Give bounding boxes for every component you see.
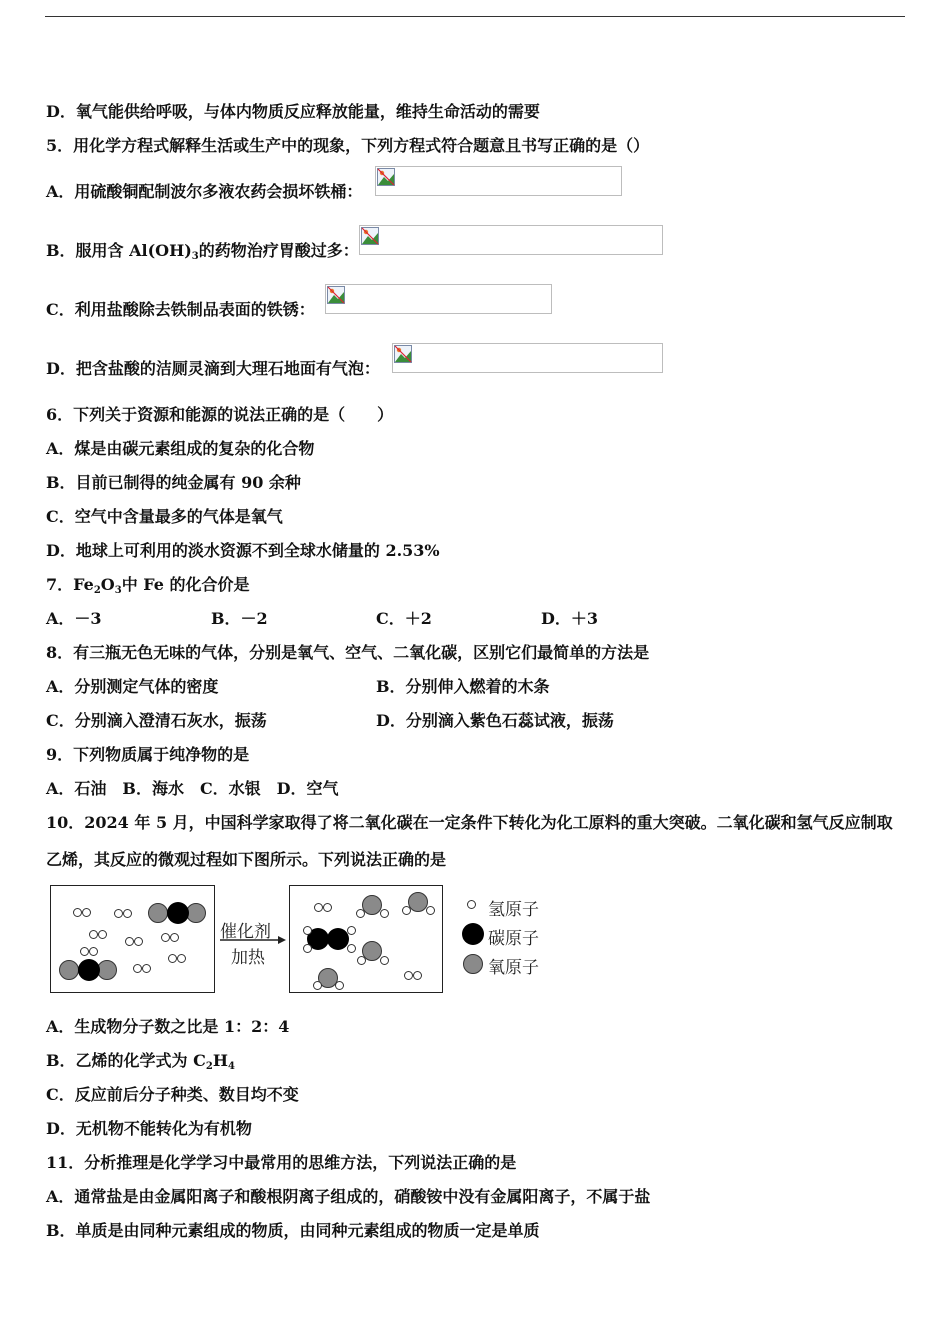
carbon-atom <box>167 902 189 924</box>
hydrogen-atom <box>168 954 177 963</box>
q11-option-b: B．单质是由同种元素组成的物质，由同种元素组成的物质一定是单质 <box>46 1221 540 1240</box>
q5d-image-placeholder <box>392 343 663 373</box>
broken-image-icon <box>377 168 395 186</box>
hydrogen-atom <box>323 903 332 912</box>
q10-stem-line2: 乙烯，其反应的微观过程如下图所示。下列说法正确的是 <box>46 850 447 869</box>
hydrogen-atom <box>314 903 323 912</box>
hydrogen-atom <box>380 909 389 918</box>
hydrogen-atom <box>142 964 151 973</box>
hydrogen-atom <box>114 909 123 918</box>
hydrogen-atom <box>177 954 186 963</box>
hydrogen-atom <box>161 933 170 942</box>
q6-stem: 6．下列关于资源和能源的说法正确的是（ ） <box>46 405 394 424</box>
q5c-image-placeholder <box>325 284 552 314</box>
hydrogen-atom <box>80 947 89 956</box>
q4-option-d: D．氧气能供给呼吸，与体内物质反应释放能量，维持生命活动的需要 <box>46 102 540 121</box>
q10-option-a: A．生成物分子数之比是 1：2：4 <box>46 1017 290 1036</box>
oxygen-atom <box>148 903 168 923</box>
hydrogen-atom <box>426 906 435 915</box>
hydrogen-atom <box>303 944 312 953</box>
q5a-image-placeholder <box>375 166 622 196</box>
legend-carbon-icon <box>462 923 484 945</box>
q8-option-a: A．分别测定气体的密度 <box>46 677 219 696</box>
q6-option-c: C．空气中含量最多的气体是氧气 <box>46 507 283 526</box>
legend-oxygen-label: 氧原子 <box>488 958 539 978</box>
q6-option-d: D．地球上可利用的淡水资源不到全球水储量的 2.53% <box>46 541 440 560</box>
q5-option-c: C．利用盐酸除去铁制品表面的铁锈： <box>46 300 315 319</box>
hydrogen-atom <box>170 933 179 942</box>
q10-stem-line1: 10．2024 年 5 月，中国科学家取得了将二氧化碳在一定条件下转化为化工原料的重大突破。二氧化碳和氢气反应制取 <box>46 813 893 832</box>
q10-option-c: C．反应前后分子种类、数目均不变 <box>46 1085 299 1104</box>
q5-stem: 5．用化学方程式解释生活或生产中的现象，下列方程式符合题意且书写正确的是（） <box>46 136 650 155</box>
top-rule <box>45 16 905 17</box>
broken-image-icon <box>361 227 379 245</box>
q7-option-c: C．＋2 <box>376 609 432 628</box>
q11-stem: 11．分析推理是化学学习中最常用的思维方法，下列说法正确的是 <box>46 1153 517 1172</box>
oxygen-atom <box>362 895 382 915</box>
q8-stem: 8．有三瓶无色无味的气体，分别是氧气、空气、二氧化碳，区别它们最简单的方法是 <box>46 643 650 662</box>
reactants-box <box>50 885 215 993</box>
hydrogen-atom <box>404 971 413 980</box>
hydrogen-atom <box>356 909 365 918</box>
arrow-label-heat: 加热 <box>231 948 265 968</box>
q5-option-d: D．把含盐酸的洁厕灵滴到大理石地面有气泡： <box>46 359 380 378</box>
q8-option-b: B．分别伸入燃着的木条 <box>376 677 550 696</box>
hydrogen-atom <box>380 956 389 965</box>
oxygen-atom <box>59 960 79 980</box>
q9-stem: 9．下列物质属于纯净物的是 <box>46 745 250 764</box>
hydrogen-atom <box>357 956 366 965</box>
hydrogen-atom <box>335 981 344 990</box>
broken-image-icon <box>327 286 345 304</box>
q7-stem: 7．$Fe_2O_3$中 Fe 的化合价是 <box>46 575 250 596</box>
q7-option-b: B．－2 <box>211 609 268 628</box>
legend-carbon-label: 碳原子 <box>488 929 539 949</box>
oxygen-atom <box>97 960 117 980</box>
products-box <box>289 885 443 993</box>
hydrogen-atom <box>123 909 132 918</box>
hydrogen-atom <box>89 947 98 956</box>
hydrogen-atom <box>402 906 411 915</box>
hydrogen-atom <box>89 930 98 939</box>
q9-options: A．石油 B．海水 C．水银 D．空气 <box>46 779 339 798</box>
carbon-atom <box>327 928 349 950</box>
hydrogen-atom <box>134 937 143 946</box>
hydrogen-atom <box>73 908 82 917</box>
arrow-label-catalyst: 催化剂 <box>220 922 271 942</box>
q7-option-d: D．＋3 <box>541 609 599 628</box>
hydrogen-atom <box>303 926 312 935</box>
q5b-image-placeholder <box>359 225 663 255</box>
q5-option-b: B．服用含 $Al(OH)_3$的药物治疗胃酸过多： <box>46 241 359 262</box>
legend-hydrogen-icon <box>467 900 476 909</box>
q10-option-d: D．无机物不能转化为有机物 <box>46 1119 252 1138</box>
hydrogen-atom <box>82 908 91 917</box>
oxygen-atom <box>186 903 206 923</box>
legend-hydrogen-label: 氢原子 <box>488 900 539 920</box>
q10-option-b: B．乙烯的化学式为 $C_2H_4$ <box>46 1051 235 1072</box>
hydrogen-atom <box>133 964 142 973</box>
hydrogen-atom <box>347 944 356 953</box>
q6-option-b: B．目前已制得的纯金属有 90 余种 <box>46 473 301 492</box>
q6-option-a: A．煤是由碳元素组成的复杂的化合物 <box>46 439 315 458</box>
oxygen-atom <box>408 892 428 912</box>
carbon-atom <box>78 959 100 981</box>
hydrogen-atom <box>347 926 356 935</box>
hydrogen-atom <box>125 937 134 946</box>
q11-option-a: A．通常盐是由金属阳离子和酸根阴离子组成的，硝酸铵中没有金属阳离子，不属于盐 <box>46 1187 651 1206</box>
legend-oxygen-icon <box>463 954 483 974</box>
q5-option-a: A．用硫酸铜配制波尔多液农药会损坏铁桶： <box>46 182 363 201</box>
q8-option-c: C．分别滴入澄清石灰水，振荡 <box>46 711 267 730</box>
hydrogen-atom <box>313 981 322 990</box>
q8-option-d: D．分别滴入紫色石蕊试液，振荡 <box>376 711 614 730</box>
q7-option-a: A．－3 <box>46 609 102 628</box>
broken-image-icon <box>394 345 412 363</box>
hydrogen-atom <box>98 930 107 939</box>
hydrogen-atom <box>413 971 422 980</box>
